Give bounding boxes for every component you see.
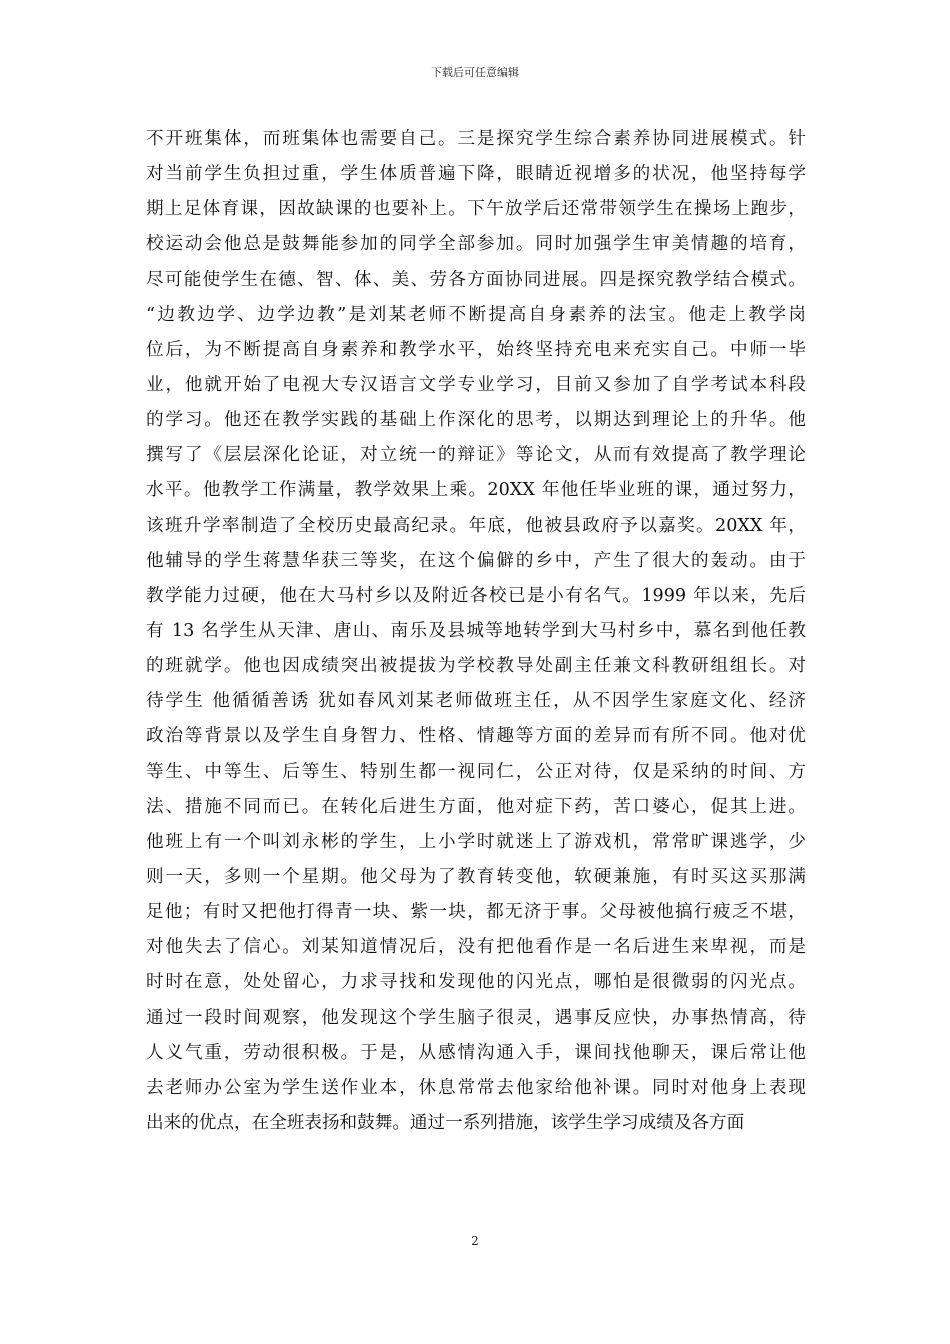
body-text (146, 122, 806, 1141)
text-line: 他班上有一个叫刘永彬的学生，上小学时就迷上了游戏机，常常旷课逃学，少 (146, 831, 806, 852)
text-line: 出来的优点，在全班表扬和鼓舞。通过一系列措施，该学生学习成绩及各方面 (146, 1112, 745, 1133)
text-line: 的班就学。他也因成绩突出被提拔为学校教导处副主任兼文科教研组组长。对 (146, 656, 806, 677)
page-number: 2 (471, 1234, 479, 1248)
text-line: 待学生 他循循善诱 犹如春风刘某老师做班主任，从不因学生家庭文化、经济 (146, 691, 806, 712)
text-line: 尽可能使学生在德、智、体、美、劳各方面协同进展。四是探究教学结合模式。 (146, 269, 806, 290)
text-line: 教学能力过硬，他在大马村乡以及附近各校已是小有名气。1999 年以来，先后 (146, 585, 806, 606)
text-line: 水平。他教学工作满量，教学效果上乘。20XX 年他任毕业班的课，通过努力， (146, 480, 806, 501)
text-line: 去老师办公室为学生送作业本，休息常常去他家给他补课。同时对他身上表现 (146, 1077, 806, 1098)
text-line: 该班升学率制造了全校历史最高纪录。年底，他被县政府予以嘉奖。20XX 年， (146, 515, 806, 536)
text-line: 对当前学生负担过重，学生体质普遍下降，眼睛近视增多的状况，他坚持每学 (146, 164, 806, 185)
text-line: 等生、中等生、后等生、特别生都一视同仁，公正对待，仅是采纳的时间、方 (146, 761, 806, 782)
text-line: 他辅导的学生蒋慧华获三等奖，在这个偏僻的乡中，产生了很大的轰动。由于 (146, 550, 806, 571)
text-line: “边教边学、边学边教”是刘某老师不断提高自身素养的法宝。他走上教学岗 (146, 304, 806, 325)
text-line: 足他；有时又把他打得青一块、紫一块，都无济于事。父母被他搞行疲乏不堪， (146, 902, 806, 923)
text-line: 通过一段时间观察，他发现这个学生脑子很灵，遇事反应快，办事热情高，待 (146, 1007, 806, 1028)
text-line: 对他失去了信心。刘某知道情况后，没有把他看作是一名后进生来卑视，而是 (146, 937, 806, 958)
text-line: 校运动会他总是鼓舞能参加的同学全部参加。同时加强学生审美情趣的培育， (146, 234, 806, 255)
text-line: 的学习。他还在教学实践的基础上作深化的思考，以期达到理论上的升华。他 (146, 410, 806, 431)
text-line: 则一天，多则一个星期。他父母为了教育转变他，软硬兼施，有时买这买那满 (146, 866, 806, 887)
page-header: 下载后可任意编辑 (431, 66, 519, 79)
text-line: 法、措施不同而已。在转化后进生方面，他对症下药，苦口婆心，促其上进。 (146, 796, 806, 817)
text-line: 期上足体育课，因故缺课的也要补上。下午放学后还常带领学生在操场上跑步， (146, 199, 806, 220)
text-line: 不开班集体，而班集体也需要自己。三是探究学生综合素养协同进展模式。针 (146, 129, 806, 149)
text-line: 政治等背景以及学生自身智力、性格、情趣等方面的差异而有所不同。他对优 (146, 726, 806, 747)
text-line: 位后，为不断提高自身素养和教学水平，始终坚持充电来充实自己。中师一毕 (146, 339, 806, 360)
text-line: 业，他就开始了电视大专汉语言文学专业学习，目前又参加了自学考试本科段 (146, 374, 806, 395)
text-line: 人义气重，劳动很积极。于是，从感情沟通入手，课间找他聊天，课后常让他 (146, 1042, 806, 1063)
text-line: 撰写了《层层深化论证，对立统一的辩证》等论文，从而有效提高了教学理论 (146, 445, 806, 466)
text-line: 时时在意，处处留心，力求寻找和发现他的闪光点，哪怕是很微弱的闪光点。 (146, 972, 806, 993)
text-line: 有 13 名学生从天津、唐山、南乐及县城等地转学到大马村乡中，慕名到他任教 (146, 620, 806, 641)
